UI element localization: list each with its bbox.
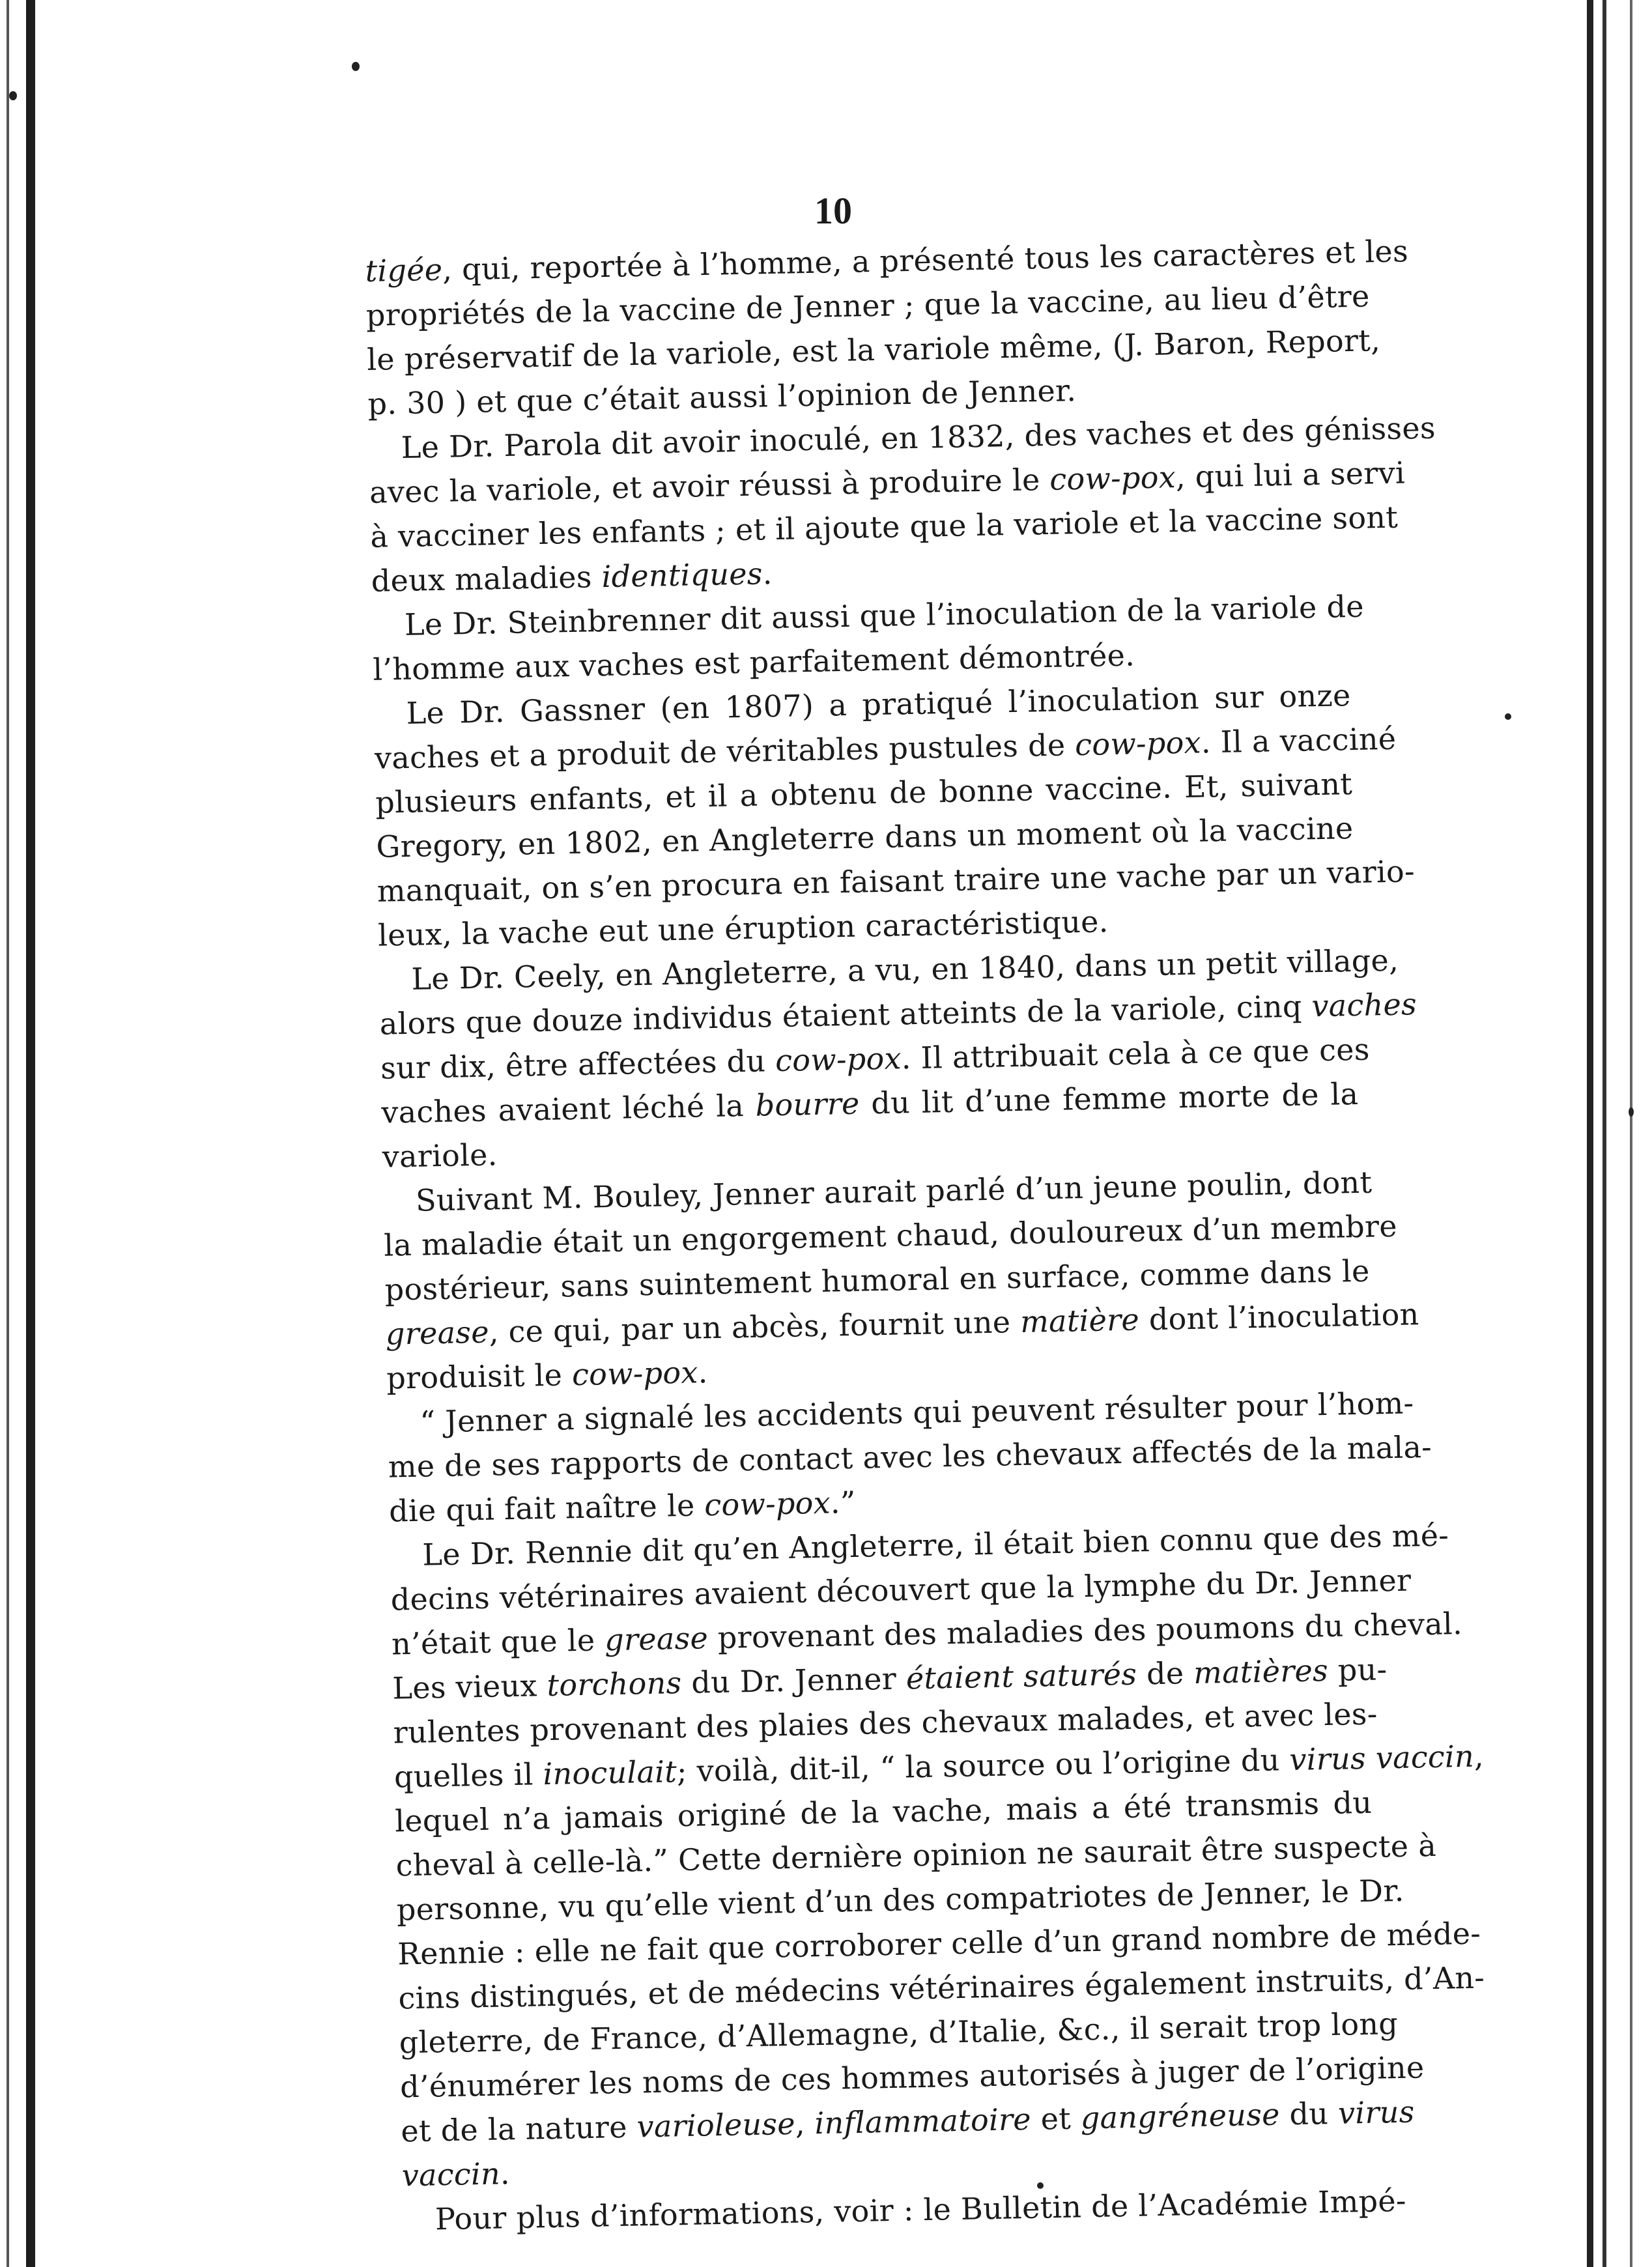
text-run: dont l’inoculation [1139, 1296, 1419, 1337]
text-run: vaches et a produit de véritables pustules de [374, 727, 1075, 776]
text-run: Le Dr. Steinbrenner dit aussi que l’inoculation de la variole de [404, 588, 1365, 642]
italic-text: virus vaccin [1289, 1738, 1475, 1778]
text-run: .” [830, 1484, 857, 1520]
italic-text: étaient saturés [905, 1656, 1137, 1696]
italic-text: gangréneuse [1080, 2096, 1281, 2136]
text-run: cheval à celle-là.” Cette dernière opinion ne saurait être suspecte à [395, 1827, 1437, 1883]
text-run: avec la variole, et avoir réussi à produire le [369, 461, 1050, 510]
text-run: Pour plus d’informations, voir : le Bulletin de l’Académie Impé- [434, 2182, 1407, 2237]
scan-speck [352, 62, 360, 71]
italic-text: varioleuse [636, 2105, 796, 2145]
text-run: decins vétérinaires avaient découvert que la lymphe du Dr. Jenner [390, 1562, 1412, 1618]
scan-speck [1505, 713, 1511, 720]
scan-edge-right [1587, 0, 1593, 2267]
text-run: ; voilà, dit-il, “ la source ou l’origine du [676, 1742, 1290, 1789]
text-run: deux maladies [371, 559, 603, 599]
text-run: du [1279, 2095, 1339, 2132]
text-run: Le Dr. Parola dit avoir inoculé, en 1832, des vaches et des génisses [401, 410, 1436, 465]
italic-text: inflammatoire [814, 2101, 1032, 2141]
italic-text: cow-pox [1049, 459, 1176, 497]
text-run: , [795, 2105, 816, 2141]
text-run: . [698, 1354, 709, 1390]
text-run: , qui lui a servi [1175, 455, 1406, 495]
text-run: “ Jenner a signalé les accidents qui peuvent résulter pour l’hom- [420, 1385, 1414, 1440]
text-run: et [1031, 2100, 1081, 2137]
text-run: variole. [382, 1137, 498, 1175]
body-text [365, 230, 1485, 2242]
text-run: et de la nature [400, 2109, 638, 2149]
text-run: Le Dr. Rennie dit qu’en Angleterre, il était bien connu que des mé- [421, 1517, 1449, 1573]
text-run: postérieur, sans suintement humoral en surface, comme dans le [384, 1253, 1371, 1307]
text-run: du Dr. Jenner [681, 1661, 907, 1701]
scan-speck [1629, 1107, 1634, 1117]
text-run: . [500, 2156, 511, 2191]
text-run: , ce qui, par un abcès, fournit une [489, 1304, 1021, 1350]
italic-text: bourre [755, 1085, 861, 1123]
text-run: rulentes provenant des plaies des chevaux malades, et avec les- [393, 1696, 1378, 1750]
text-run: , [1474, 1738, 1485, 1774]
italic-text: identiques [601, 556, 763, 595]
text-run: l’homme aux vaches est parfaitement démontrée. [372, 637, 1135, 687]
text-run: lequel n’a jamais originé de la vache, mais a été transmis du [394, 1784, 1373, 1839]
italic-text: tigée [365, 251, 443, 289]
text-run: p. 30 ) et que c’était aussi l’opinion de Jenner. [367, 373, 1077, 421]
text-run: . Il a vacciné [1201, 720, 1397, 760]
page-number: 10 [814, 190, 852, 232]
text-run: produisit le [386, 1357, 573, 1396]
text-run: sur dix, être affectées du [380, 1043, 776, 1086]
text-run: Le Dr. Ceely, en Angleterre, a vu, en 1840, dans un petit village, [411, 942, 1399, 997]
italic-text: cow-pox [1074, 724, 1202, 763]
text-run: gleterre, de France, d’Allemagne, d’Italie, &c., il serait trop long [399, 2006, 1399, 2060]
italic-text: torchons [546, 1665, 682, 1704]
text-run: die qui fait naître le [388, 1487, 705, 1529]
text-run: cins distingués, et de médecins vétérinaires également instruits, d’An- [398, 1960, 1485, 2016]
text-run: propriétés de la vaccine de Jenner ; que la vaccine, au lieu d’être [365, 278, 1371, 333]
scan-speck [9, 91, 17, 100]
text-run: leux, la vache eut une éruption caractéristique. [377, 904, 1109, 953]
text-run: le préservatif de la variole, est la variole même, (J. Baron, Report, [366, 322, 1381, 377]
scan-edge-right-inner [1602, 0, 1606, 2267]
italic-text: grease [385, 1314, 490, 1352]
text-run: . [762, 556, 773, 592]
italic-text: grease [604, 1620, 709, 1658]
text-run: manquait, on s’en procura en faisant traire une vache par un vario- [377, 853, 1416, 909]
text-run: de [1136, 1655, 1194, 1692]
text-run: Les vieux [392, 1668, 548, 1706]
text-run: d’énumérer les noms de ces hommes autorisés à juger de l’origine [399, 2049, 1425, 2105]
text-run: pu- [1328, 1651, 1388, 1689]
text-run: me de ses rapports de contact avec les chevaux affectés de la mala- [388, 1429, 1432, 1485]
text-run: Le Dr. Gassner (en 1807) a pratiqué l’inoculation sur onze [406, 677, 1351, 731]
italic-text: vaccin [401, 2156, 501, 2193]
italic-text: virus [1337, 2094, 1416, 2131]
italic-text: matière [1019, 1302, 1140, 1339]
italic-text: inoculait [543, 1754, 677, 1792]
scan-edge-right-outer [1630, 0, 1632, 2267]
text-run: vaches avaient léché la [380, 1087, 756, 1130]
italic-text: cow-pox [704, 1485, 831, 1523]
text-run: Gregory, en 1802, en Angleterre dans un moment où la vaccine [376, 810, 1354, 864]
text-run: personne, vu qu’elle vient d’un des compatriotes de Jenner, le Dr. [396, 1872, 1404, 1928]
scan-edge-left [26, 0, 35, 2267]
text-run: la maladie était un engorgement chaud, douloureux d’un membre [383, 1208, 1398, 1263]
text-run: n’était que le [391, 1622, 605, 1662]
text-run: Rennie : elle ne fait que corroborer celle d’un grand nombre de méde- [397, 1915, 1481, 1972]
text-run: du lit d’une femme morte de la [859, 1076, 1359, 1121]
text-run: provenant des maladies des poumons du cheval. [707, 1606, 1463, 1656]
text-run: quelles il [393, 1756, 544, 1795]
scan-edge-left-thin [7, 0, 9, 2267]
text-run: Suivant M. Bouley, Jenner aurait parlé d’un jeune poulin, dont [415, 1164, 1373, 1218]
text-run: plusieurs enfants, et il a obtenu de bonne vaccine. Et, suivant [375, 766, 1353, 820]
italic-text: matières [1193, 1653, 1329, 1690]
text-run: . Il attribuait cela à ce que ces [901, 1031, 1371, 1076]
text-run: , qui, reportée à l’homme, a présenté tous les caractères et les [442, 233, 1409, 287]
italic-text: cow-pox [571, 1354, 699, 1393]
italic-text: cow-pox [775, 1040, 902, 1079]
italic-text: vaches [1311, 986, 1417, 1024]
text-run: alors que douze individus étaient atteints de la variole, cinq [379, 988, 1312, 1042]
text-run: à vacciner les enfants ; et il ajoute que la variole et la vaccine sont [369, 499, 1399, 554]
